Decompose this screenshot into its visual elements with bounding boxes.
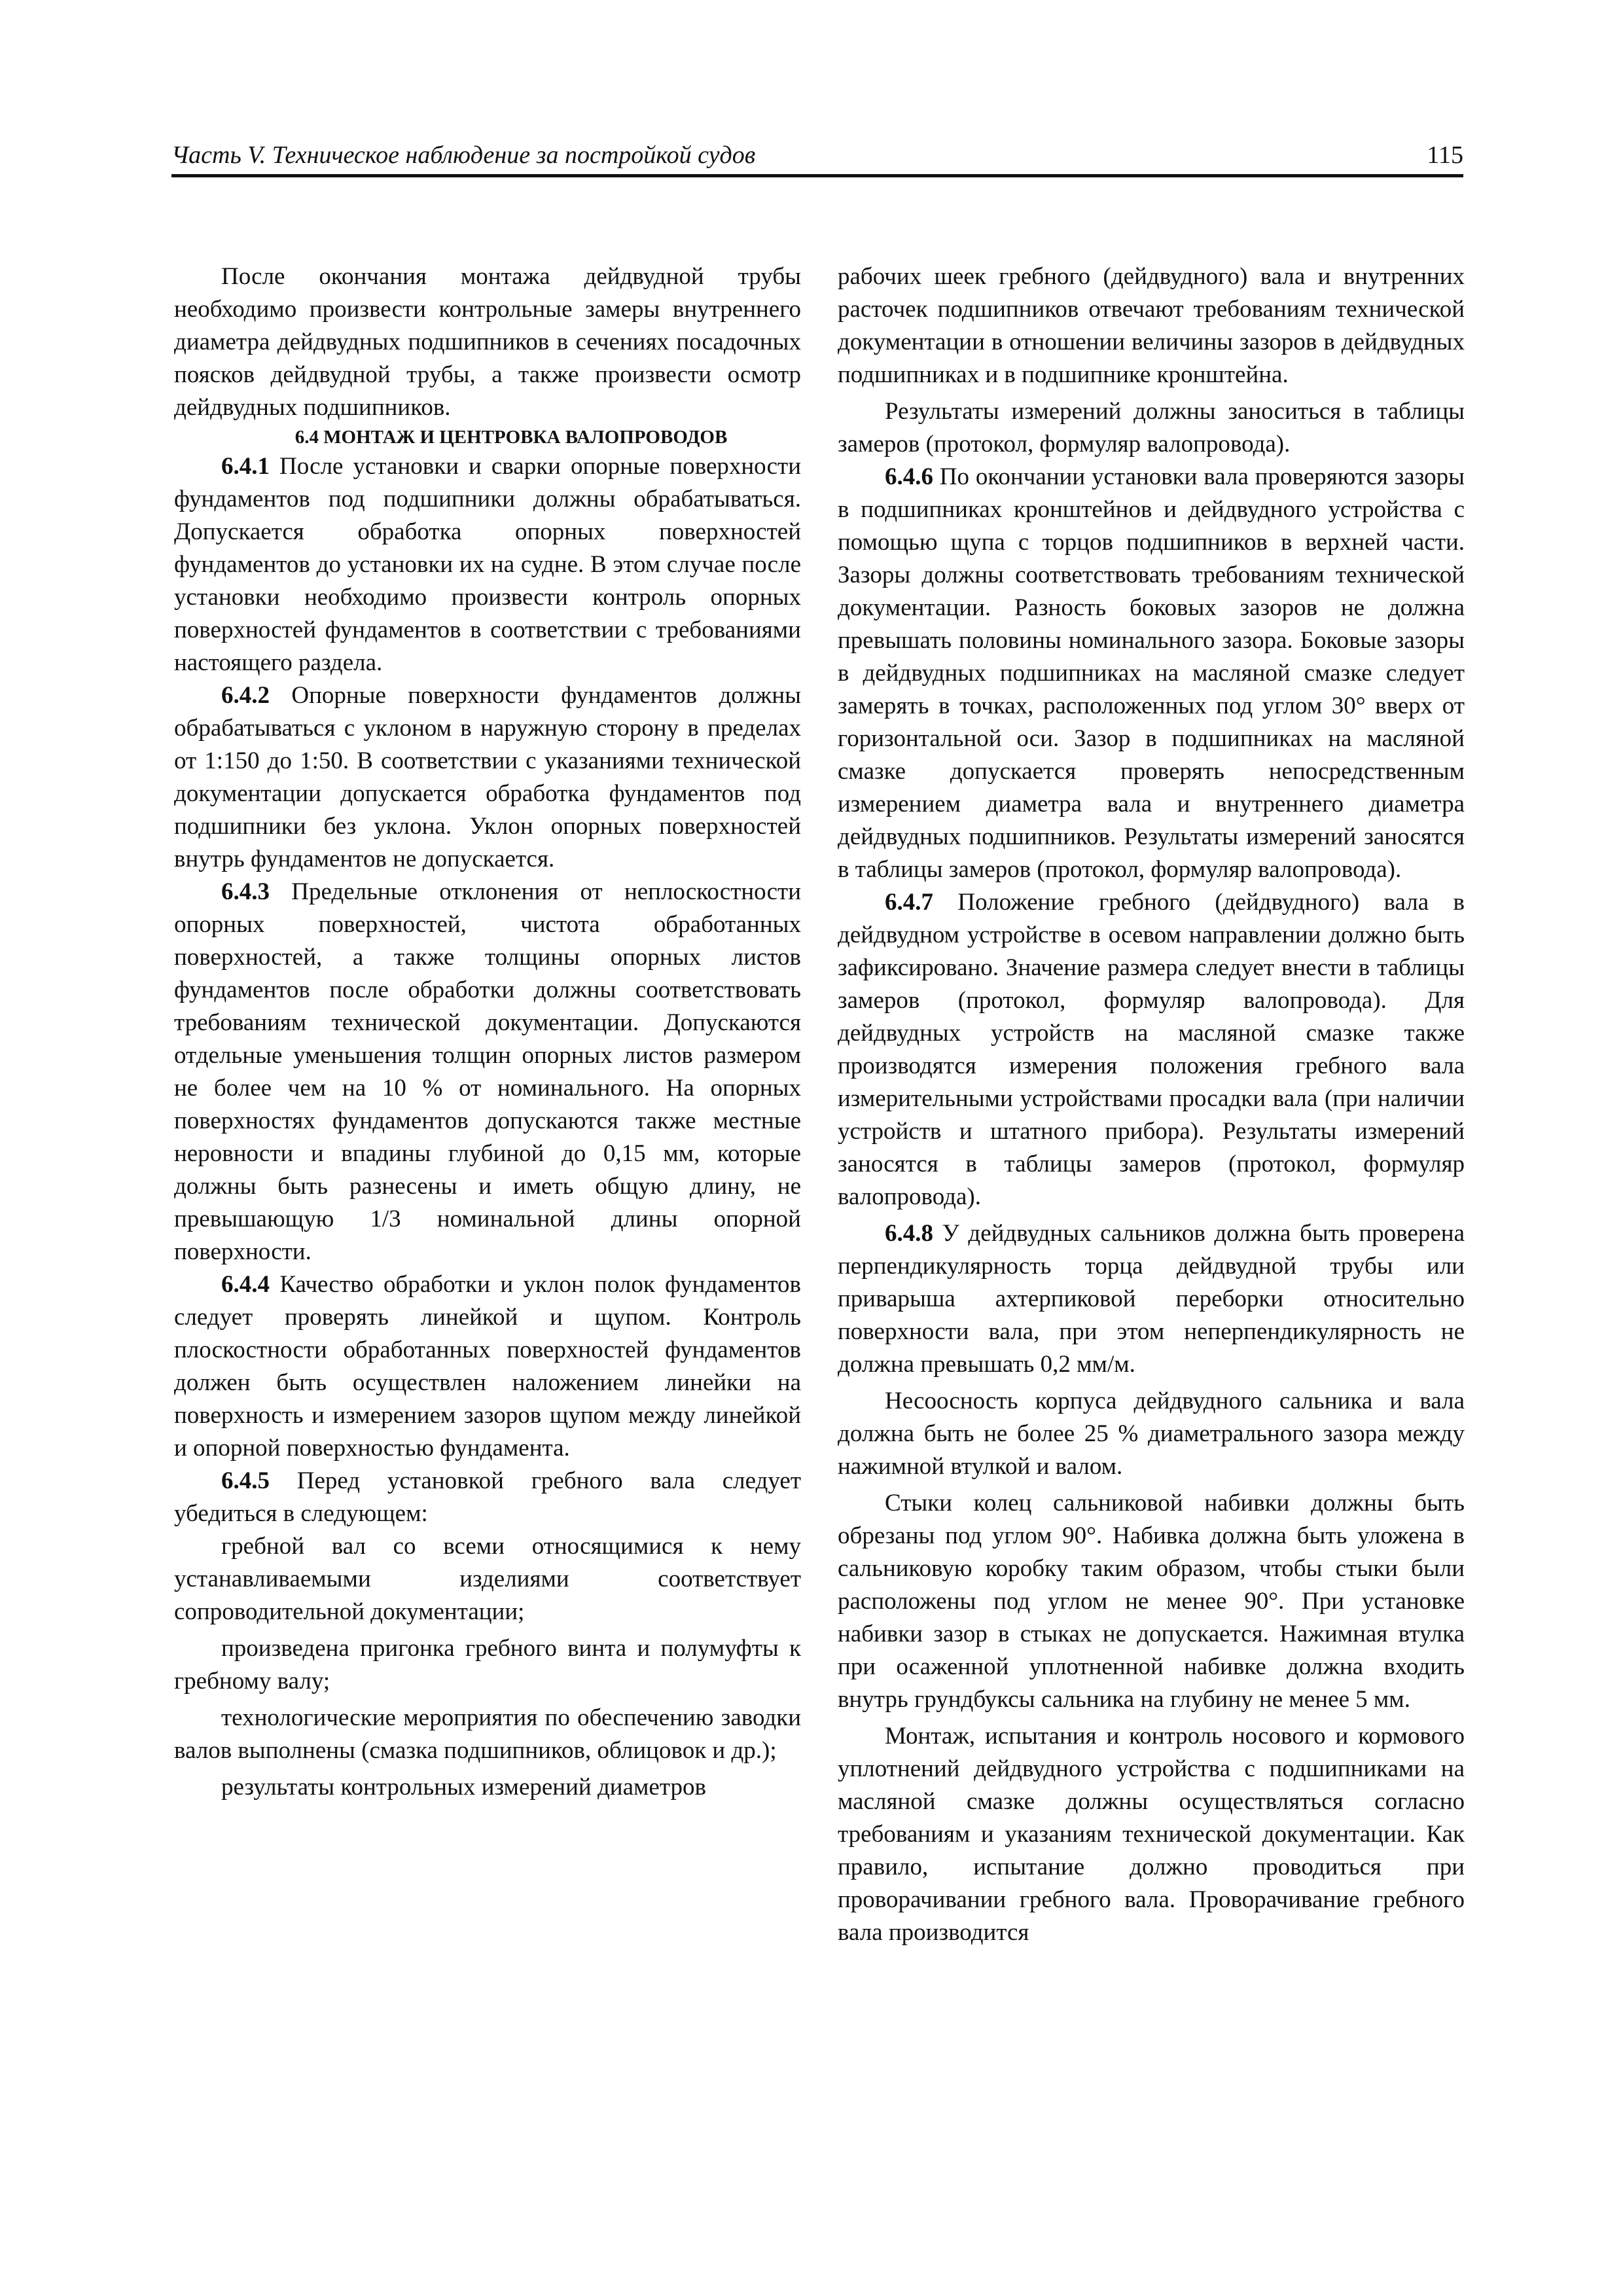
- paragraph: Результаты измерений должны заноситься в таблицы замеров (протокол, формуляр валопровода).: [838, 398, 1465, 457]
- paragraph-6-4-5: [174, 1465, 801, 1530]
- clause-number: 6.4.6: [885, 463, 933, 490]
- paragraph: Стыки колец сальниковой набивки должны быть обрезаны под углом 90°. Набивка должна быть уложена в сальниковую коробку таким образом, чтобы стыки были расположены под углом не менее 90°. При установке набивки зазор в стыках не допускается. Нажимная втулка при осаженной уплотненной набивке должна входить внутрь грундбуксы сальника на глубину не менее 5 мм.: [838, 1490, 1465, 1713]
- left-column: [174, 260, 801, 1804]
- right-column: [838, 260, 1465, 1949]
- clause-number: 6.4.8: [885, 1220, 933, 1247]
- paragraph-6-4-6: [838, 461, 1465, 886]
- paragraph-text: По окончании установки вала проверяются зазоры в подшипниках кронштейнов и дейдвудного устройства с помощью щупа с торцов подшипников в верхней части. Зазоры должны соответствовать требованиям технической документации. Разность боковых зазоров не должна превышать половины номинального зазора. Боковые зазоры в дейдвудных подшипниках на масляной смазке следует замерять в точках, расположенных под углом 30° вверх от горизонтальной оси. Зазор в подшипниках на масляной смазке допускается проверять непосредственным измерением диаметра вала и внутреннего диаметра дейдвудных подшипников. Результаты измерений заносятся в таблицы замеров (протокол, формуляр валопровода).: [838, 463, 1465, 883]
- page-number: 115: [1427, 141, 1463, 169]
- paragraph: Монтаж, испытания и контроль носового и кормового уплотнений дейдвудного устройства с подшипниками на масляной смазке должны осуществляться согласно требованиям и указаниям технической документации. Как правило, испытание должно проводиться при проворачивании гребного вала. Проворачивание гребного вала производится: [838, 1723, 1465, 1946]
- page-header: [171, 136, 1463, 177]
- clause-number: 6.4.3: [221, 878, 270, 905]
- paragraph-text: Предельные отклонения от неплоскостности опорных поверхностей, чистота обработанных поверхностей, а также толщины опорных листов фундаментов после обработки должны соответствовать требованиям технической документации. Допускаются отдельные уменьшения толщин опорных листов размером не более чем на 10 % от номинального. На опорных поверхностях фундаментов допускаются также местные неровности и впадины глубиной до 0,15 мм, которые должны быть разнесены и иметь общую длину, не превышающую 1/3 номинальной длины опорной поверхности.: [174, 878, 801, 1265]
- paragraph-text: Положение гребного (дейдвудного) вала в дейдвудном устройстве в осевом направлении должно быть зафиксировано. Значение размера следует внести в таблицы замеров (протокол, формуляр валопровода). Для дейдвудных устройств на масляной смазке также производятся измерения положения гребного вала измерительными устройствами просадки вала (при наличии устройств и штатного прибора). Результаты измерений заносятся в таблицы замеров (протокол, формуляр валопровода).: [838, 889, 1465, 1210]
- paragraph-6-4-1: [174, 450, 801, 679]
- clause-number: 6.4.4: [221, 1271, 270, 1298]
- list-item: произведена пригонка гребного винта и полумуфты к гребному валу;: [174, 1635, 801, 1695]
- list-item: гребной вал со всеми относящимися к нему устанавливаемыми изделиями соответствует сопроводительной документации;: [174, 1533, 801, 1625]
- clause-number: 6.4.7: [885, 889, 933, 916]
- paragraph-6-4-3: [174, 876, 801, 1268]
- paragraph-text: Перед установкой гребного вала следует убедиться в следующем:: [174, 1467, 801, 1527]
- paragraph-6-4-8: [838, 1217, 1465, 1381]
- clause-number: 6.4.5: [221, 1467, 270, 1494]
- paragraph-text: У дейдвудных сальников должна быть проверена перпендикулярность торца дейдвудной трубы или приварыша ахтерпиковой переборки относительно поверхности вала, при этом неперпендикулярность не должна превышать 0,2 мм/м.: [838, 1220, 1465, 1378]
- clause-number: 6.4.2: [221, 682, 270, 709]
- paragraph-intro: После окончания монтажа дейдвудной трубы необходимо произвести контрольные замеры внутреннего диаметра дейдвудных подшипников в сечениях посадочных поясков дейдвудной трубы, а также произвести осмотр дейдвудных подшипников.: [174, 263, 801, 421]
- paragraph-6-4-2: [174, 679, 801, 876]
- paragraph-text: После установки и сварки опорные поверхности фундаментов под подшипники должны обрабатываться. Допускается обработка опорных поверхностей фундаментов до установки их на судне. В этом случае после установки необходимо произвести контроль опорных поверхностей фундаментов в соответствии с требованиями настоящего раздела.: [174, 453, 801, 676]
- paragraph: Несоосность корпуса дейдвудного сальника и вала должна быть не более 25 % диаметрального зазора между нажимной втулкой и валом.: [838, 1388, 1465, 1480]
- clause-number: 6.4.1: [221, 453, 270, 480]
- paragraph-continued: рабочих шеек гребного (дейдвудного) вала и внутренних расточек подшипников отвечают требованиям технической документации в отношении величины зазоров в дейдвудных подшипниках и в подшипнике кронштейна.: [838, 263, 1465, 388]
- list-item: технологические мероприятия по обеспечению заводки валов выполнены (смазка подшипников, облицовок и др.);: [174, 1704, 801, 1764]
- paragraph-text: Опорные поверхности фундаментов должны обрабатываться с уклоном в наружную сторону в пределах от 1:150 до 1:50. В соответствии с указаниями технической документации допускается обработка фундаментов под подшипники без уклона. Уклон опорных поверхностей внутрь фундаментов не допускается.: [174, 682, 801, 872]
- paragraph-6-4-4: [174, 1268, 801, 1465]
- section-heading: 6.4 МОНТАЖ И ЦЕНТРОВКА ВАЛОПРОВОДОВ: [294, 427, 728, 448]
- running-title: Часть V. Техническое наблюдение за постройкой судов: [171, 141, 756, 169]
- list-item: результаты контрольных измерений диаметров: [221, 1774, 706, 1801]
- paragraph-6-4-7: [838, 886, 1465, 1213]
- paragraph-text: Качество обработки и уклон полок фундаментов следует проверять линейкой и щупом. Контроль плоскостности обработанных поверхностей фундаментов должен быть осуществлен наложением линейки на поверхность и измерением зазоров щупом между линейкой и опорной поверхностью фундамента.: [174, 1271, 801, 1462]
